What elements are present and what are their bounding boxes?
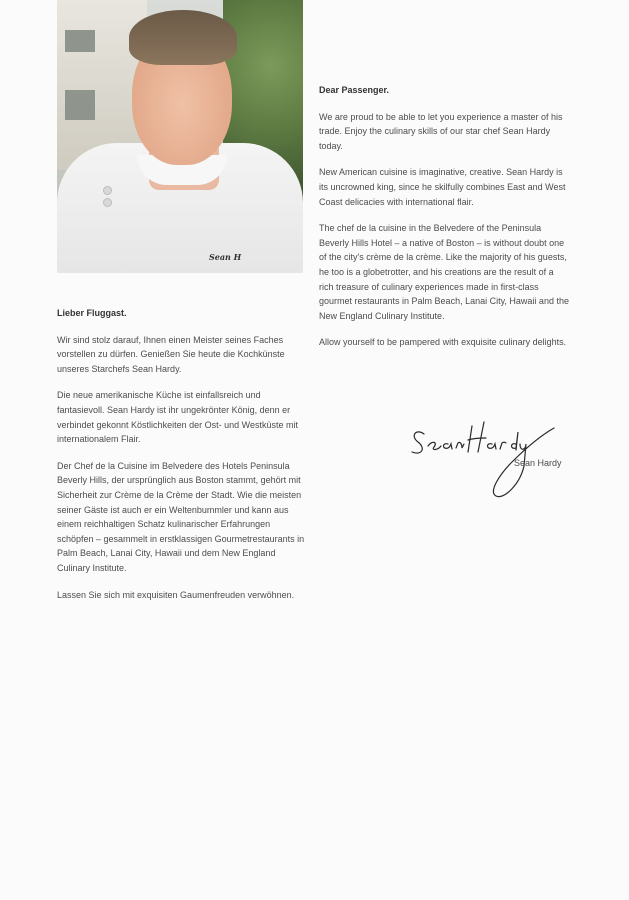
english-letter	[319, 83, 569, 362]
german-heading: Lieber Fluggast.	[57, 308, 127, 318]
chef-hair	[129, 10, 237, 65]
jacket-button	[103, 198, 112, 207]
english-heading: Dear Passenger.	[319, 85, 390, 95]
english-paragraph: We are proud to be able to let you experience a master of his trade. Enjoy the culinary skills of our star chef Sean Hardy today.	[319, 111, 563, 151]
german-paragraph: Wir sind stolz darauf, Ihnen einen Meister seines Faches vorstellen zu dürfen. Genießen Sie heute die Kochkünste unseres Starchefs Sean Hardy.	[57, 334, 285, 374]
german-letter	[57, 306, 307, 614]
jacket-embroidery: Sean H	[209, 252, 242, 262]
english-paragraph: Allow yourself to be pampered with exquisite culinary delights.	[319, 337, 567, 348]
english-paragraph: The chef de la cuisine in the Belvedere of the Peninsula Beverly Hills Hotel – a native of Boston – is without doubt one of the city's crème de la crème. Like the majority of his guests, he too is a globetrotter, and his creations are the result of a rich treasure of culinary experiences made in first-class gourmet restaurants in Palm Beach, Lanai City, Hawaii and the New England Culinary Institute.	[319, 223, 569, 321]
jacket-button	[103, 186, 112, 195]
german-paragraph: Der Chef de la Cuisine im Belvedere des Hotels Peninsula Beverly Hills, der ursprünglich aus Boston stammt, gehört mit Sicherheit zur Crème de la Crème der Stadt. Wie die meisten seiner Gäste ist auch er ein Weltenbummler und kann aus einem reichhaltigen Schatz kulinarischer Erfahrungen schöpfen – gesammelt in erstklassigen Gourmetrestaurants in Palm Beach, Lanai City, Hawaii und dem New England Culinary Institute.	[57, 460, 305, 573]
german-paragraph: Lassen Sie sich mit exquisiten Gaumenfreuden verwöhnen.	[57, 589, 295, 600]
english-paragraph: New American cuisine is imaginative, creative. Sean Hardy is its uncrowned king, since he skilfully combines East and West Coast delicacies with international flair.	[319, 167, 566, 207]
signature-printed-name: Sean Hardy	[514, 458, 562, 468]
window	[65, 30, 95, 52]
chef-photo	[57, 0, 303, 273]
german-paragraph: Die neue amerikanische Küche ist einfallsreich und fantasievoll. Sean Hardy ist ihr ungekrönter König, denn er verbindet gekonnt Köstlichkeiten der Ost- und Westküste mit internationalem Flair.	[57, 390, 298, 445]
window	[65, 90, 95, 120]
